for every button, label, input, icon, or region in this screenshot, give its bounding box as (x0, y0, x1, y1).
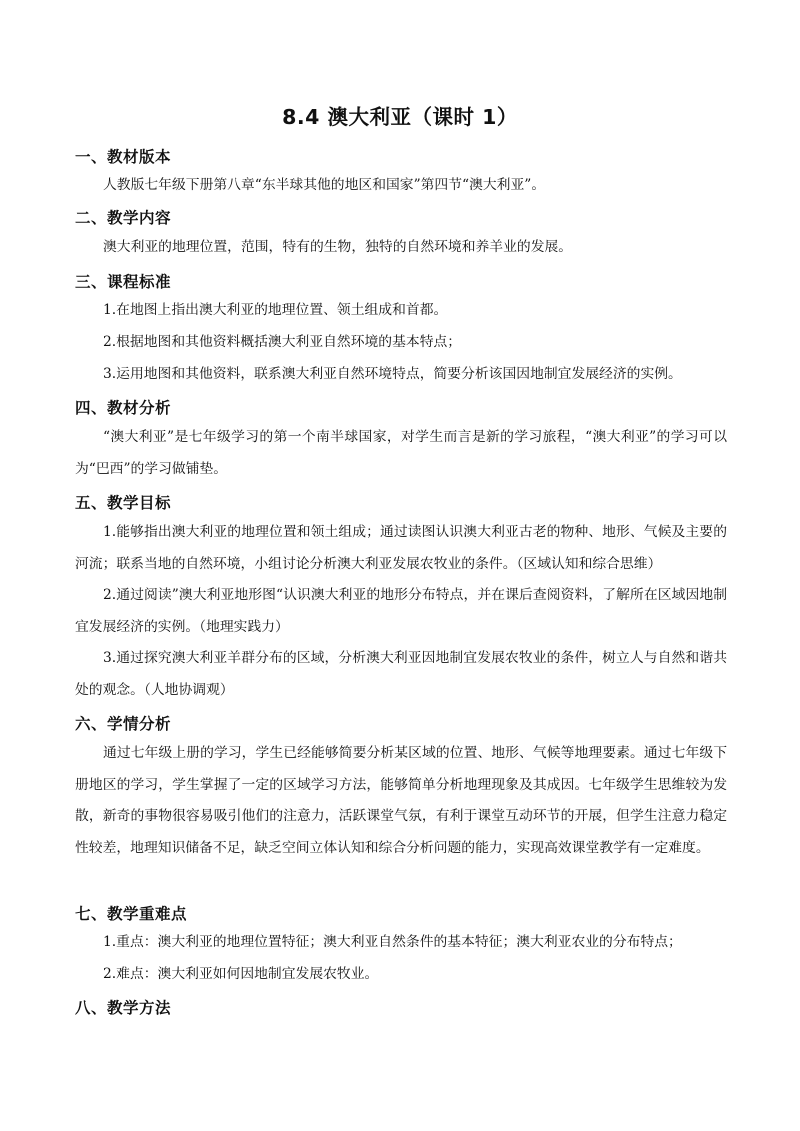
section-paragraph: 3.通过探究澳大利亚羊群分布的区域，分析澳大利亚因地制宜发展农牧业的条件，树立人与自然和谐共处的观念。（人地协调观） (75, 650, 727, 698)
section-paragraph: 1.能够指出澳大利亚的地理位置和领土组成；通过读图认识澳大利亚古老的物种、地形、气候及主要的河流；联系当地的自然环境，小组讨论分析澳大利亚发展农牧业的条件。（区域认知和综合思维） (75, 524, 727, 572)
section-paragraph: 澳大利亚的地理位置，范围，特有的生物，独特的自然环境和养羊业的发展。 (103, 239, 573, 255)
section-heading-textbook-version: 一、教材版本 (75, 148, 172, 166)
section-paragraph: 人教版七年级下册第八章“东半球其他的地区和国家”第四节“澳大利亚”。 (103, 177, 546, 193)
section-heading-student-analysis: 六、学情分析 (75, 715, 172, 733)
section-paragraph: “澳大利亚”是七年级学习的第一个南半球国家，对学生而言是新的学习旅程，“澳大利亚”的学习可以为“巴西”的学习做铺垫。 (75, 429, 727, 477)
section-paragraph: 1.在地图上指出澳大利亚的地理位置、领土组成和首都。 (103, 302, 448, 318)
section-heading-textbook-analysis: 四、教材分析 (75, 399, 172, 417)
section-heading-teaching-methods: 八、教学方法 (75, 999, 172, 1017)
section-paragraph: 3.运用地图和其他资料，联系澳大利亚自然环境特点，简要分析该国因地制宜发展经济的实例。 (103, 366, 682, 382)
section-heading-teaching-objectives: 五、教学目标 (75, 494, 172, 512)
section-paragraph: 2.通过阅读”澳大利亚地形图“认识澳大利亚的地形分布特点，并在课后查阅资料，了解所在区域因地制宜发展经济的实例。（地理实践力） (75, 587, 727, 635)
section-paragraph: 2.难点：澳大利亚如何因地制宜发展农牧业。 (103, 966, 379, 982)
section-heading-curriculum-standard: 三、课程标准 (75, 273, 172, 291)
section-paragraph: 2.根据地图和其他资料概括澳大利亚自然环境的基本特点； (103, 334, 462, 350)
section-paragraph: 通过七年级上册的学习，学生已经能够简要分析某区域的位置、地形、气候等地理要素。通过七年级下册地区的学习，学生掌握了一定的区域学习方法，能够简单分析地理现象及其成因。七年级学生思维较为发散，新奇的事物很容易吸引他们的注意力，活跃课堂气氛，有利于课堂互动环节的开展，但学生注意力稳定性较差，地理知识储备不足，缺乏空间立体认知和综合分析问题的能力，实现高效课堂教学有一定难度。 (75, 745, 727, 856)
document-title: 8.4 澳大利亚（课时 1） (282, 105, 518, 129)
section-paragraph: 1.重点：澳大利亚的地理位置特征；澳大利亚自然条件的基本特征；澳大利亚农业的分布特点； (103, 934, 682, 950)
section-heading-teaching-content: 二、教学内容 (75, 209, 172, 227)
section-heading-key-difficult-points: 七、教学重难点 (75, 905, 188, 923)
